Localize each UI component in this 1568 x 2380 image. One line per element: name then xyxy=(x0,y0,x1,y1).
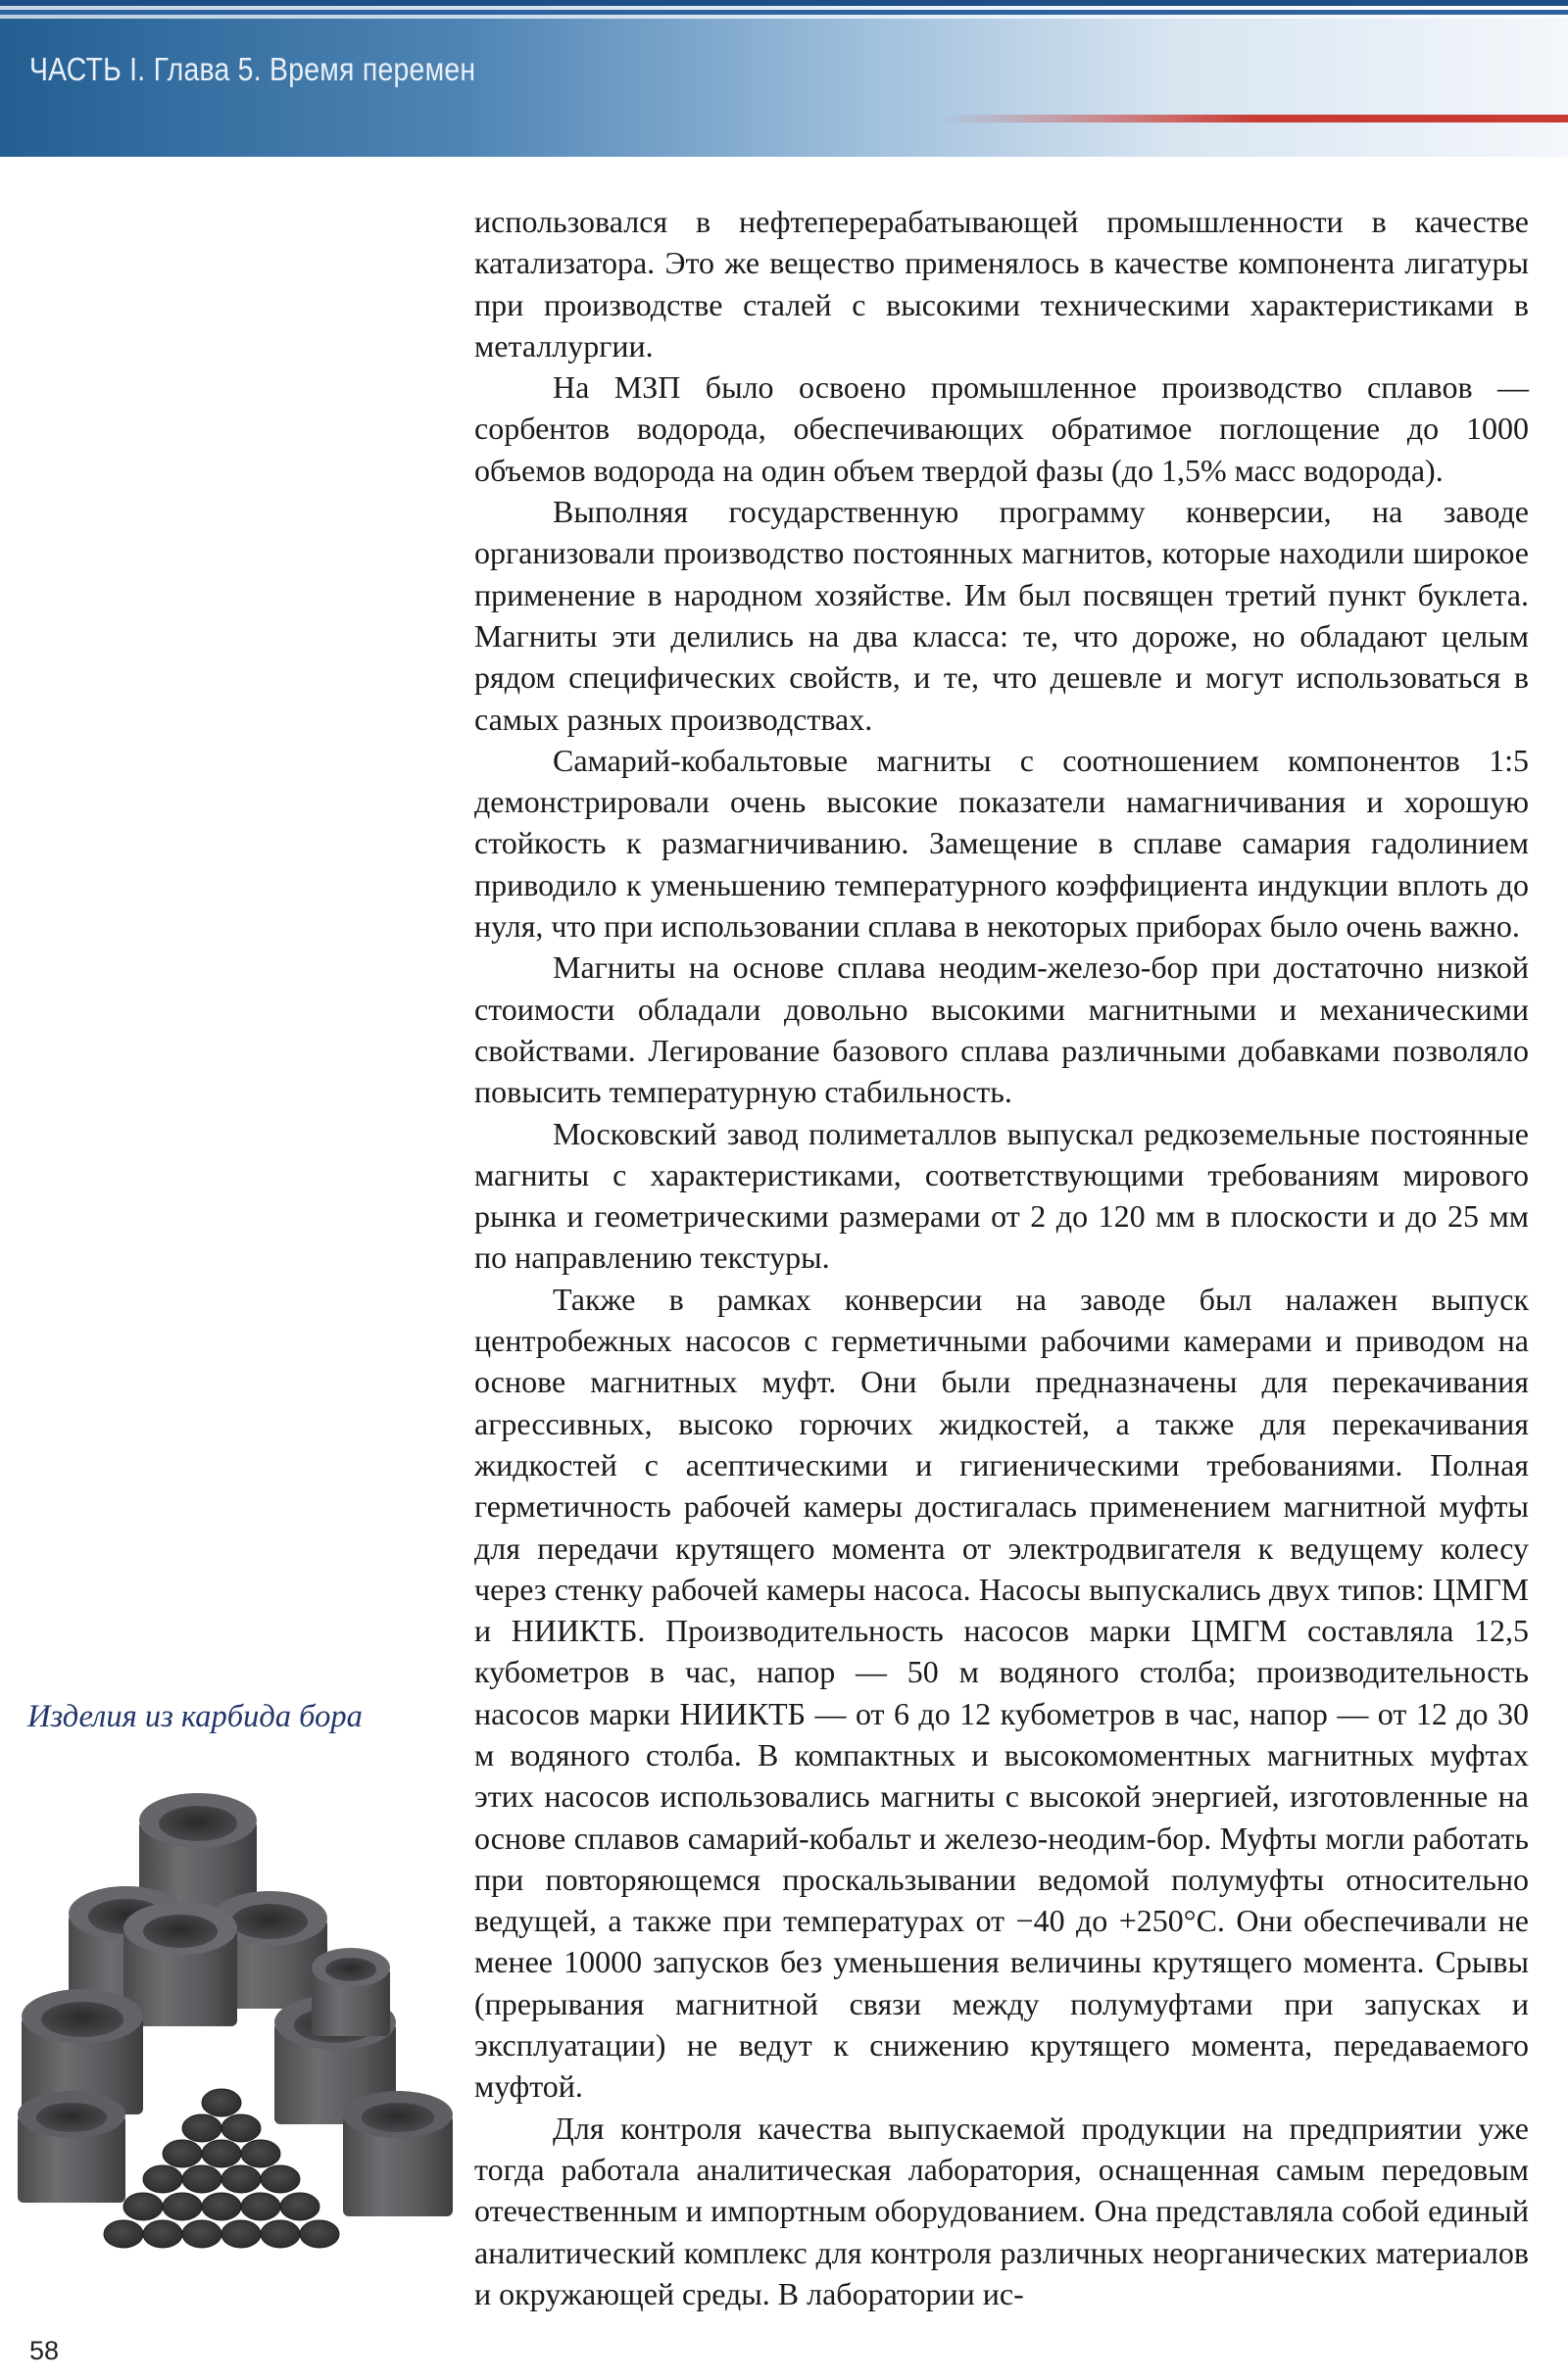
paragraph: использовался в нефтеперерабатывающей промышленности в качестве катализатора. Это же вещество применялось в качестве компонента лигатуры при производстве сталей с высокими техническими характеристиками в металлургии. xyxy=(474,204,1529,364)
boron-carbide-products-photo xyxy=(18,1791,455,2252)
paragraph: Для контроля качества выпускаемой продукции на предприятии уже тогда работала аналитическая лаборатория, оснащенная самым передовым отечественным и импортным оборудованием. Она представляла собой единый аналитический комплекс для контроля различных неорганических материалов и окружающей среды. В лаборатории ис- xyxy=(474,2110,1529,2311)
paragraph: Также в рамках конверсии на заводе был налажен выпуск центробежных насосов с герметичными рабочими камерами и приводом на основе магнитных муфт. Они были предназначены для перекачивания агрессивных, высоко горючих жидкостей, а также для перекачивания жидкостей с асептическими и гигиеническими требованиями. Полная герметичность рабочей камеры достигалась применением магнитной муфты для передачи крутящего момента от электродвигателя к ведущему колесу через стенку рабочей камеры насоса. Насосы выпускались двух типов: ЦМГМ и НИИКТБ. Производительность насосов марки ЦМГМ составляла 12,5 кубометров в час, напор — 50 м водяного столба; производительность насосов марки НИИКТБ — от 6 до 12 кубометров в час, напор — от 12 до 30 м водяного столба. В компактных и высокомоментных магнитных муфтах этих насосов использовались магниты с высокой энергией, изготовленные на основе сплавов самарий-кобальт и железо-неодим-бор. Муфты могли работать при повторяющемся проскальзывании ведомой полумуфты относительно ведущей, а также при температурах от −40 до +250°С. Они обеспечивали не менее 10000 запусков без уменьшения величины крутящего момента. Срывы (прерывания магнитной связи между полумуфтами при запусках и эксплуатации) не ведут к снижению крутящего момента, передаваемого муфтой. xyxy=(474,1281,1529,2105)
ring xyxy=(312,1948,390,2036)
paragraph: На МЗП было освоено промышленное производство сплавов — сорбентов водорода, обеспечивающих обратимое поглощение до 1000 объемов водорода на один объем твердой фазы (до 1,5% масс водорода). xyxy=(474,369,1529,488)
paragraph: Выполняя государственную программу конверсии, на заводе организовали производство постоянных магнитов, которые находили широкое применение в народном хозяйстве. Им был посвящен третий пункт буклета. Магниты эти делились на два класса: те, что дороже, но обладают целым рядом специфических свойств, и те, что дешевле и могут использоваться в самых разных производствах. xyxy=(474,494,1529,737)
page-number: 58 xyxy=(29,2336,60,2365)
paragraph: Московский завод полиметаллов выпускал редкоземельные постоянные магниты с характеристиками, соответствующими требованиям мирового рынка и геометрическими размерами от 2 до 120 мм в плоскости и до 25 мм по направлению текстуры. xyxy=(474,1115,1529,1276)
ring xyxy=(343,2091,453,2216)
paragraph: Самарий-кобальтовые магниты с соотношением компонентов 1:5 демонстрировали очень высокие показатели намагничивания и хорошую стойкость к размагничиванию. Замещение в сплаве самария гадолинием приводило к уменьшению температурного коэффициента индукции вплоть до нуля, что при использовании сплава в некоторых приборах было очень важно. xyxy=(474,742,1529,945)
header-red-stripe xyxy=(0,115,1568,122)
photo-caption: Изделия из карбида бора xyxy=(27,1699,363,1734)
chapter-title: ЧАСТЬ I. Глава 5. Время перемен xyxy=(29,51,476,87)
header-stripe xyxy=(0,15,1568,19)
paragraph: Магниты на основе сплава неодим-железо-бор при достаточно низкой стоимости обладали довольно высокими магнитными и механическими свойствами. Легирование базового сплава различными добавками позволяло повысить температурную стабильность. xyxy=(474,949,1529,1110)
ring xyxy=(123,1902,237,2026)
page-header xyxy=(0,0,1568,157)
main-text xyxy=(474,201,1529,2314)
ring xyxy=(18,2091,125,2203)
